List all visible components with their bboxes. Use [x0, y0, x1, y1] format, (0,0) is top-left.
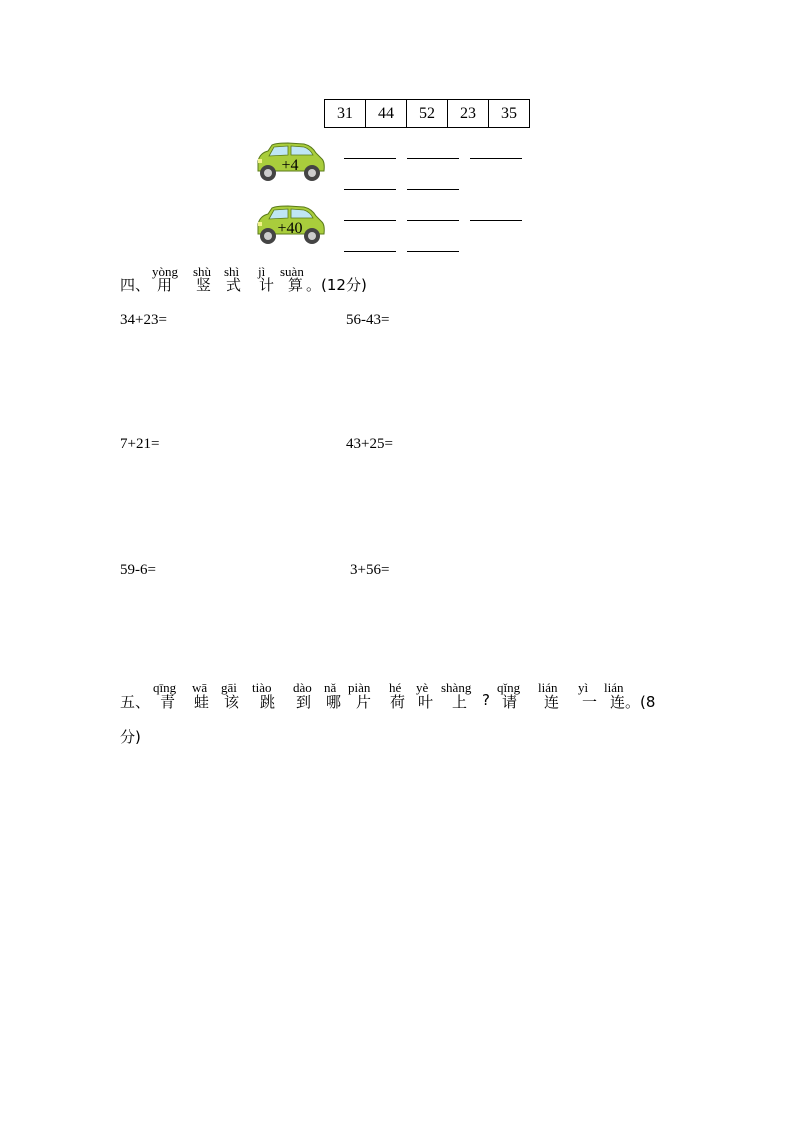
heading-char: ? — [482, 691, 490, 709]
number-cell: 35 — [489, 100, 530, 128]
heading-char: 蛙 — [194, 693, 210, 711]
heading-char: 式 — [226, 276, 242, 294]
exercise: 56-43= — [346, 312, 390, 328]
exercise: 3+56= — [350, 562, 390, 578]
pinyin: yè — [416, 680, 429, 695]
exercise: 43+25= — [346, 436, 393, 452]
pinyin: shàng — [441, 680, 472, 695]
pinyin: lián — [604, 680, 624, 695]
heading-char: 算 — [288, 276, 304, 294]
pinyin: qīng — [153, 680, 177, 695]
heading-char: 哪 — [326, 693, 342, 711]
car-plus-40 — [254, 204, 326, 248]
heading-char: 到 — [296, 693, 312, 711]
pinyin: jì — [258, 264, 266, 279]
heading-char: 叶 — [418, 693, 434, 711]
pinyin: dào — [293, 680, 312, 695]
pinyin: nǎ — [324, 680, 337, 695]
pinyin: wā — [192, 680, 208, 695]
score-note: 。(8 — [625, 693, 656, 711]
pinyin: suàn — [280, 264, 304, 279]
pinyin: tiào — [252, 680, 272, 695]
number-table — [324, 99, 530, 128]
answer-blank[interactable] — [407, 189, 459, 190]
number-cell: 52 — [407, 100, 448, 128]
heading-char: 计 — [259, 276, 275, 294]
heading-char: 连 — [544, 693, 560, 711]
number-row — [325, 100, 530, 128]
number-cell: 23 — [448, 100, 489, 128]
pinyin: yòng — [152, 264, 178, 279]
car-plus-4 — [254, 141, 326, 185]
heading-char: 青 — [160, 693, 176, 711]
score-note-continued: 分) — [120, 728, 141, 746]
pinyin: yì — [578, 680, 589, 695]
answer-blank[interactable] — [344, 158, 396, 159]
answer-blank[interactable] — [344, 220, 396, 221]
exercise: 34+23= — [120, 312, 167, 328]
heading-char: 连 — [610, 693, 626, 711]
pinyin: piàn — [348, 680, 371, 695]
answer-blank[interactable] — [344, 251, 396, 252]
answer-blank[interactable] — [344, 189, 396, 190]
heading-char: 上 — [452, 693, 468, 711]
pinyin: lián — [538, 680, 558, 695]
heading-char: 该 — [224, 693, 240, 711]
heading-char: 请 — [502, 693, 518, 711]
section-number: 五、 — [120, 693, 151, 711]
section-number: 四、 — [120, 276, 151, 294]
heading-char: 用 — [157, 276, 173, 294]
pinyin: qǐng — [497, 680, 521, 695]
answer-blank[interactable] — [470, 158, 522, 159]
pinyin: shù — [193, 264, 212, 279]
pinyin: shì — [224, 264, 240, 279]
exercise: 59-6= — [120, 562, 156, 578]
number-cell: 44 — [366, 100, 407, 128]
score-note: 。(12分) — [306, 276, 367, 294]
number-cell: 31 — [325, 100, 366, 128]
answer-blank[interactable] — [407, 251, 459, 252]
pinyin: hé — [389, 680, 402, 695]
answer-blank[interactable] — [407, 158, 459, 159]
exercise: 7+21= — [120, 436, 160, 452]
pinyin: gāi — [221, 680, 237, 695]
heading-char: 跳 — [260, 693, 276, 711]
heading-char: 荷 — [390, 693, 406, 711]
heading-char: 一 — [582, 693, 598, 711]
car-label: +4 — [281, 157, 299, 174]
answer-blank[interactable] — [407, 220, 459, 221]
heading-char: 片 — [356, 693, 372, 711]
answer-blank[interactable] — [470, 220, 522, 221]
heading-char: 竖 — [196, 276, 212, 294]
car-label: +40 — [277, 220, 303, 237]
